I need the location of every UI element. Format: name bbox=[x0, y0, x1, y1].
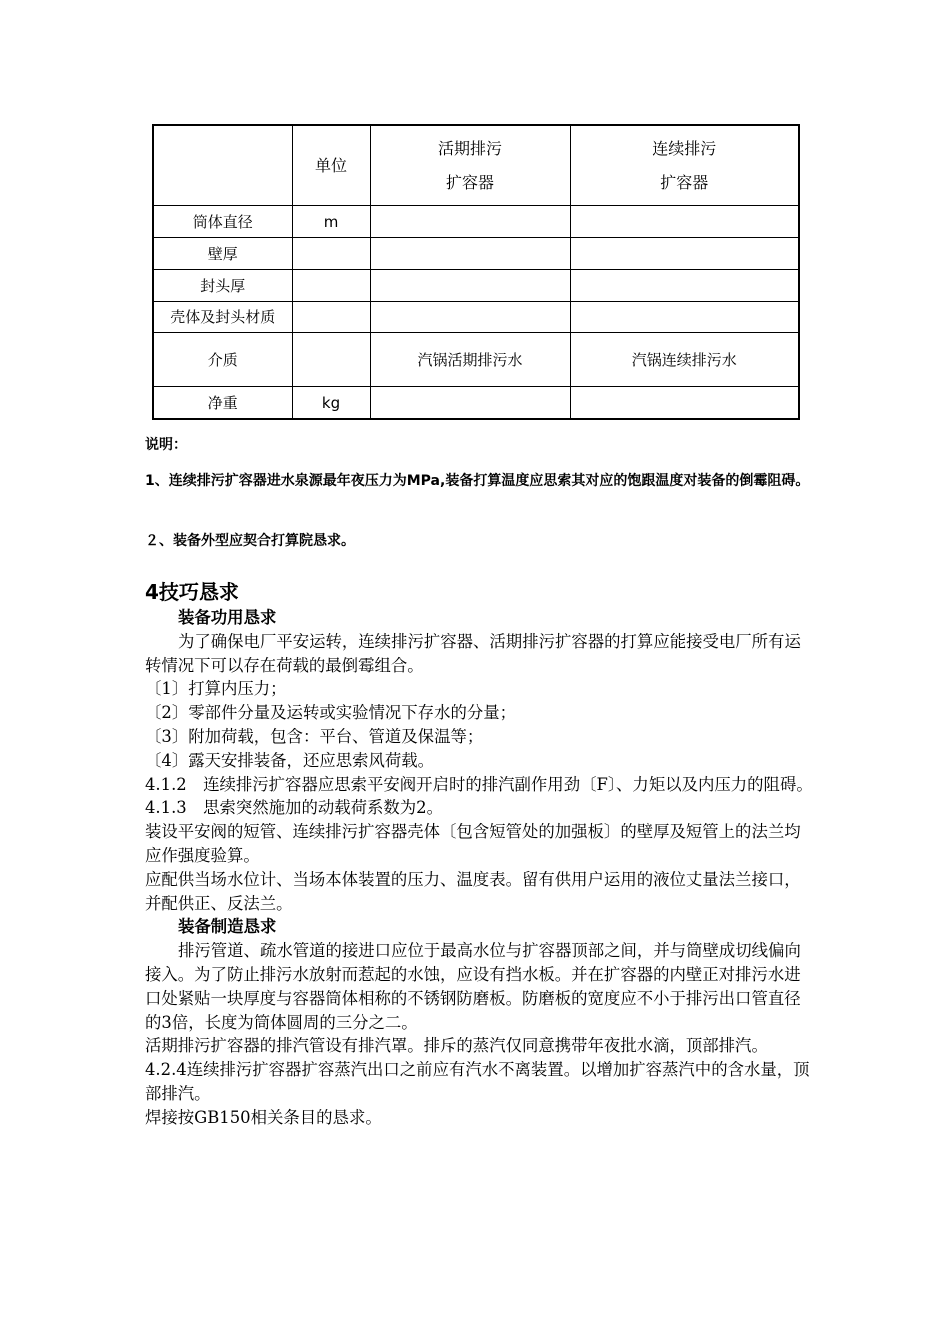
table-header-row bbox=[153, 125, 799, 206]
notes-title: 说明： bbox=[145, 437, 187, 453]
row-label: 筒体直径 bbox=[153, 206, 292, 238]
row-value-periodic bbox=[370, 302, 570, 333]
list-item: 〔2〕零部件分量及运转或实验情况下存水的分量； bbox=[145, 703, 517, 723]
row-unit bbox=[292, 270, 370, 302]
row-unit bbox=[292, 238, 370, 270]
note-item-2: ２、装备外型应契合打算院恳求。 bbox=[145, 533, 355, 549]
row-label: 净重 bbox=[153, 387, 292, 420]
row-value-continuous bbox=[570, 387, 799, 420]
table-row bbox=[153, 387, 799, 420]
list-item: 〔1〕打算内压力； bbox=[145, 679, 287, 699]
header-blank-cell bbox=[153, 125, 292, 206]
row-value-periodic bbox=[370, 387, 570, 420]
row-value-continuous bbox=[570, 238, 799, 270]
table-row bbox=[153, 302, 799, 333]
row-value-periodic: 汽锅活期排污水 bbox=[370, 333, 570, 387]
paragraph-safety-valve: 装设平安阀的短管、连续排污扩容器壳体〔包含短管处的加强板〕的壁厚及短管上的法兰均应作强度验算。 bbox=[145, 822, 801, 865]
row-label: 介质 bbox=[153, 333, 292, 387]
row-label: 壳体及封头材质 bbox=[153, 302, 292, 333]
table-row bbox=[153, 270, 799, 302]
table-row bbox=[153, 333, 799, 387]
equipment-spec-table bbox=[152, 124, 800, 420]
row-value-continuous bbox=[570, 206, 799, 238]
table-row bbox=[153, 238, 799, 270]
note-item-1: 1、连续排污扩容器进水泉源最年夜压力为MPa,装备打算温度应思索其对应的饱跟温度对装备的倒霉阻碍。 bbox=[145, 473, 810, 489]
row-value-periodic bbox=[370, 270, 570, 302]
row-label: 壁厚 bbox=[153, 238, 292, 270]
paragraph-load-combination: 为了确保电厂平安运转，连续排污扩容器、活期排污扩容器的打算应能接受电厂所有运转情况下可以存在荷载的最倒霉组合。 bbox=[145, 631, 801, 675]
paragraph-exhaust: 活期排污扩容器的排汽管设有排汽罩。排斥的蒸汽仅同意携带年夜批水滴，顶部排汽。 bbox=[145, 1036, 768, 1056]
paragraph-4-2-4: 4.2.4连续排污扩容器扩容蒸汽出口之前应有汽水不离装置。以增加扩容蒸汽中的含水量，顶部排汽。 bbox=[145, 1060, 810, 1103]
row-value-periodic bbox=[370, 206, 570, 238]
table-row bbox=[153, 206, 799, 238]
header-unit: 单位 bbox=[292, 125, 370, 206]
row-value-continuous bbox=[570, 302, 799, 333]
paragraph-welding: 焊接按GB150相关条目的恳求。 bbox=[145, 1107, 382, 1127]
row-unit: kg bbox=[292, 387, 370, 420]
subsection-title-manufacturing: 装备制造恳求 bbox=[178, 917, 277, 937]
list-item: 〔4〕露天安排装备，还应思索风荷载。 bbox=[145, 750, 435, 770]
header-periodic-blowdown-expander: 活期排污 扩容器 bbox=[370, 125, 570, 206]
row-value-periodic bbox=[370, 238, 570, 270]
section-title: 4技巧恳求 bbox=[145, 580, 239, 604]
row-value-continuous bbox=[570, 270, 799, 302]
row-unit bbox=[292, 302, 370, 333]
paragraph-gauges: 应配供当场水位计、当场本体装置的压力、温度表。留有供用户运用的液位丈量法兰接口，并配供正、反法兰。 bbox=[145, 869, 801, 913]
paragraph-4-1-3: 4.1.3 思索突然施加的动载荷系数为2。 bbox=[145, 798, 443, 818]
header-continuous-blowdown-expander: 连续排污 扩容器 bbox=[570, 125, 799, 206]
list-item: 〔3〕附加荷载，包含：平台、管道及保温等； bbox=[145, 726, 484, 746]
paragraph-4-1-2: 4.1.2 连续排污扩容器应思索平安阀开启时的排汽副作用劲〔F〕、力矩以及内压力的阻碍。 bbox=[145, 774, 813, 794]
row-label: 封头厚 bbox=[153, 270, 292, 302]
row-unit bbox=[292, 333, 370, 387]
paragraph-inlet-pipes: 排污管道、疏水管道的接进口应位于最高水位与扩容器顶部之间，并与筒壁成切线偏向接入。为了防止排污水放射而惹起的水蚀，应设有挡水板。并在扩容器的内壁正对排污水进口处紧贴一块厚度与容器筒体相称的不锈钢防磨板。防磨板的宽度应不小于排污出口管直径的3倍，长度为筒体圆周的三分之二。 bbox=[145, 941, 801, 1032]
row-unit: m bbox=[292, 206, 370, 238]
subsection-title-function: 装备功用恳求 bbox=[178, 608, 277, 627]
row-value-continuous: 汽锅连续排污水 bbox=[570, 333, 799, 387]
section-body bbox=[145, 606, 815, 1130]
